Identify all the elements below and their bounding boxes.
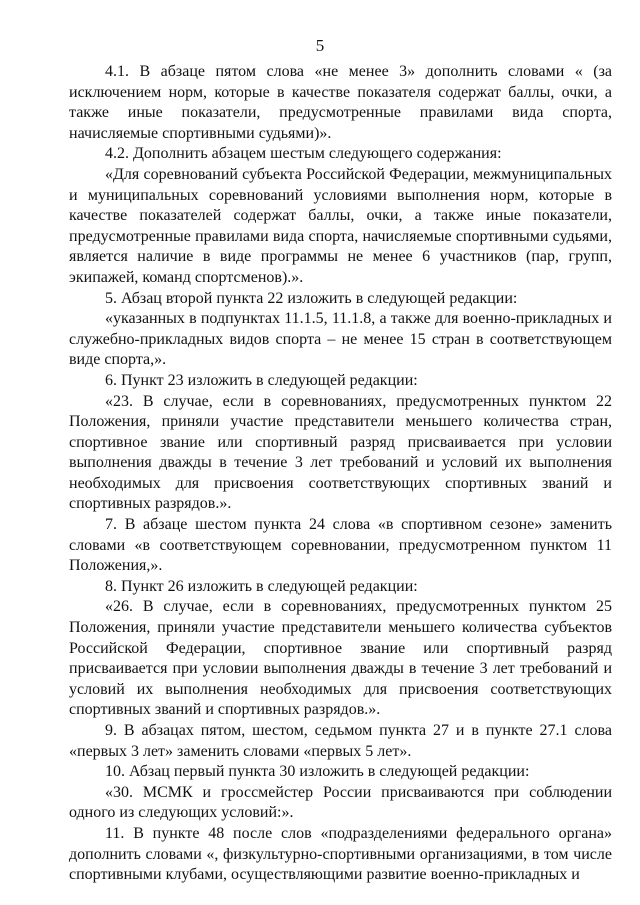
paragraph-5-quote: «указанных в подпунктах 11.1.5, 11.1.8, а также для военно-прикладных и служебно-прикладных видов спорта – не менее 15 стран в соответствующем виде спорта,». [69, 310, 612, 369]
paragraph-10-quote: «30. МСМК и гроссмейстер России присваиваются при соблюдении одного из следующих условий:». [69, 783, 612, 822]
paragraph-6-quote: «23. В случае, если в соревнованиях, предусмотренных пунктом 22 Положения, приняли участие представители меньшего количества стран, спортивное звание или спортивный разряд присваивается при условии выполнения дважды в течение 3 лет требований и условий их выполнения необходимых для присвоения соответствующих спортивных званий и спортивных разрядов.». [69, 392, 612, 513]
document-body [69, 62, 612, 886]
paragraph-4-2: 4.2. Дополнить абзацем шестым следующего содержания: [105, 145, 502, 163]
page-number: 5 [315, 36, 325, 55]
paragraph-8-quote: «26. В случае, если в соревнованиях, предусмотренных пунктом 25 Положения, приняли участие представители меньшего количества субъектов Российской Федерации, спортивное звание или спортивный разряд присваивается при условии выполнения дважды в течение 3 лет требований и условий их выполнения необходимых для присвоения соответствующих спортивных званий и спортивных разрядов.». [69, 598, 612, 719]
paragraph-11: 11. В пункте 48 после слов «подразделениями федерального органа» дополнить словами «, физкультурно-спортивными организациями, в том числе спортивными клубами, осуществляющими развитие военно-прикладных и [69, 824, 612, 884]
paragraph-5: 5. Абзац второй пункта 22 изложить в следующей редакции: [105, 289, 518, 307]
paragraph-6: 6. Пункт 23 изложить в следующей редакции: [105, 371, 418, 389]
paragraph-9: 9. В абзацах пятом, шестом, седьмом пункта 27 и в пункте 27.1 слова «первых 3 лет» заменить словами «первых 5 лет». [69, 722, 612, 760]
paragraph-4-2-quote: «Для соревнований субъекта Российской Федерации, межмуниципальных и муниципальных соревнований условиями выполнения норм, которые в качестве показателей содержат баллы, очки, а также иные показатели, предусмотренные правилами вида спорта, начисляемые спортивными судьями, является наличие в виде программы не менее 6 участников (пар, групп, экипажей, команд спортсменов).». [69, 165, 612, 286]
paragraph-7: 7. В абзаце шестом пункта 24 слова «в спортивном сезоне» заменить словами «в соответствующем соревновании, предусмотренном пунктом 11 Положения,». [69, 516, 612, 575]
paragraph-10: 10. Абзац первый пункта 30 изложить в следующей редакции: [105, 763, 530, 781]
paragraph-4-1: 4.1. В абзаце пятом слова «не менее 3» дополнить словами « (за исключением норм, которые в качестве показателя содержат баллы, очки, а также иные показатели, предусмотренные правилами вида спорта, начисляемые спортивными судьями)». [69, 63, 612, 142]
paragraph-8: 8. Пункт 26 изложить в следующей редакции: [105, 577, 418, 595]
